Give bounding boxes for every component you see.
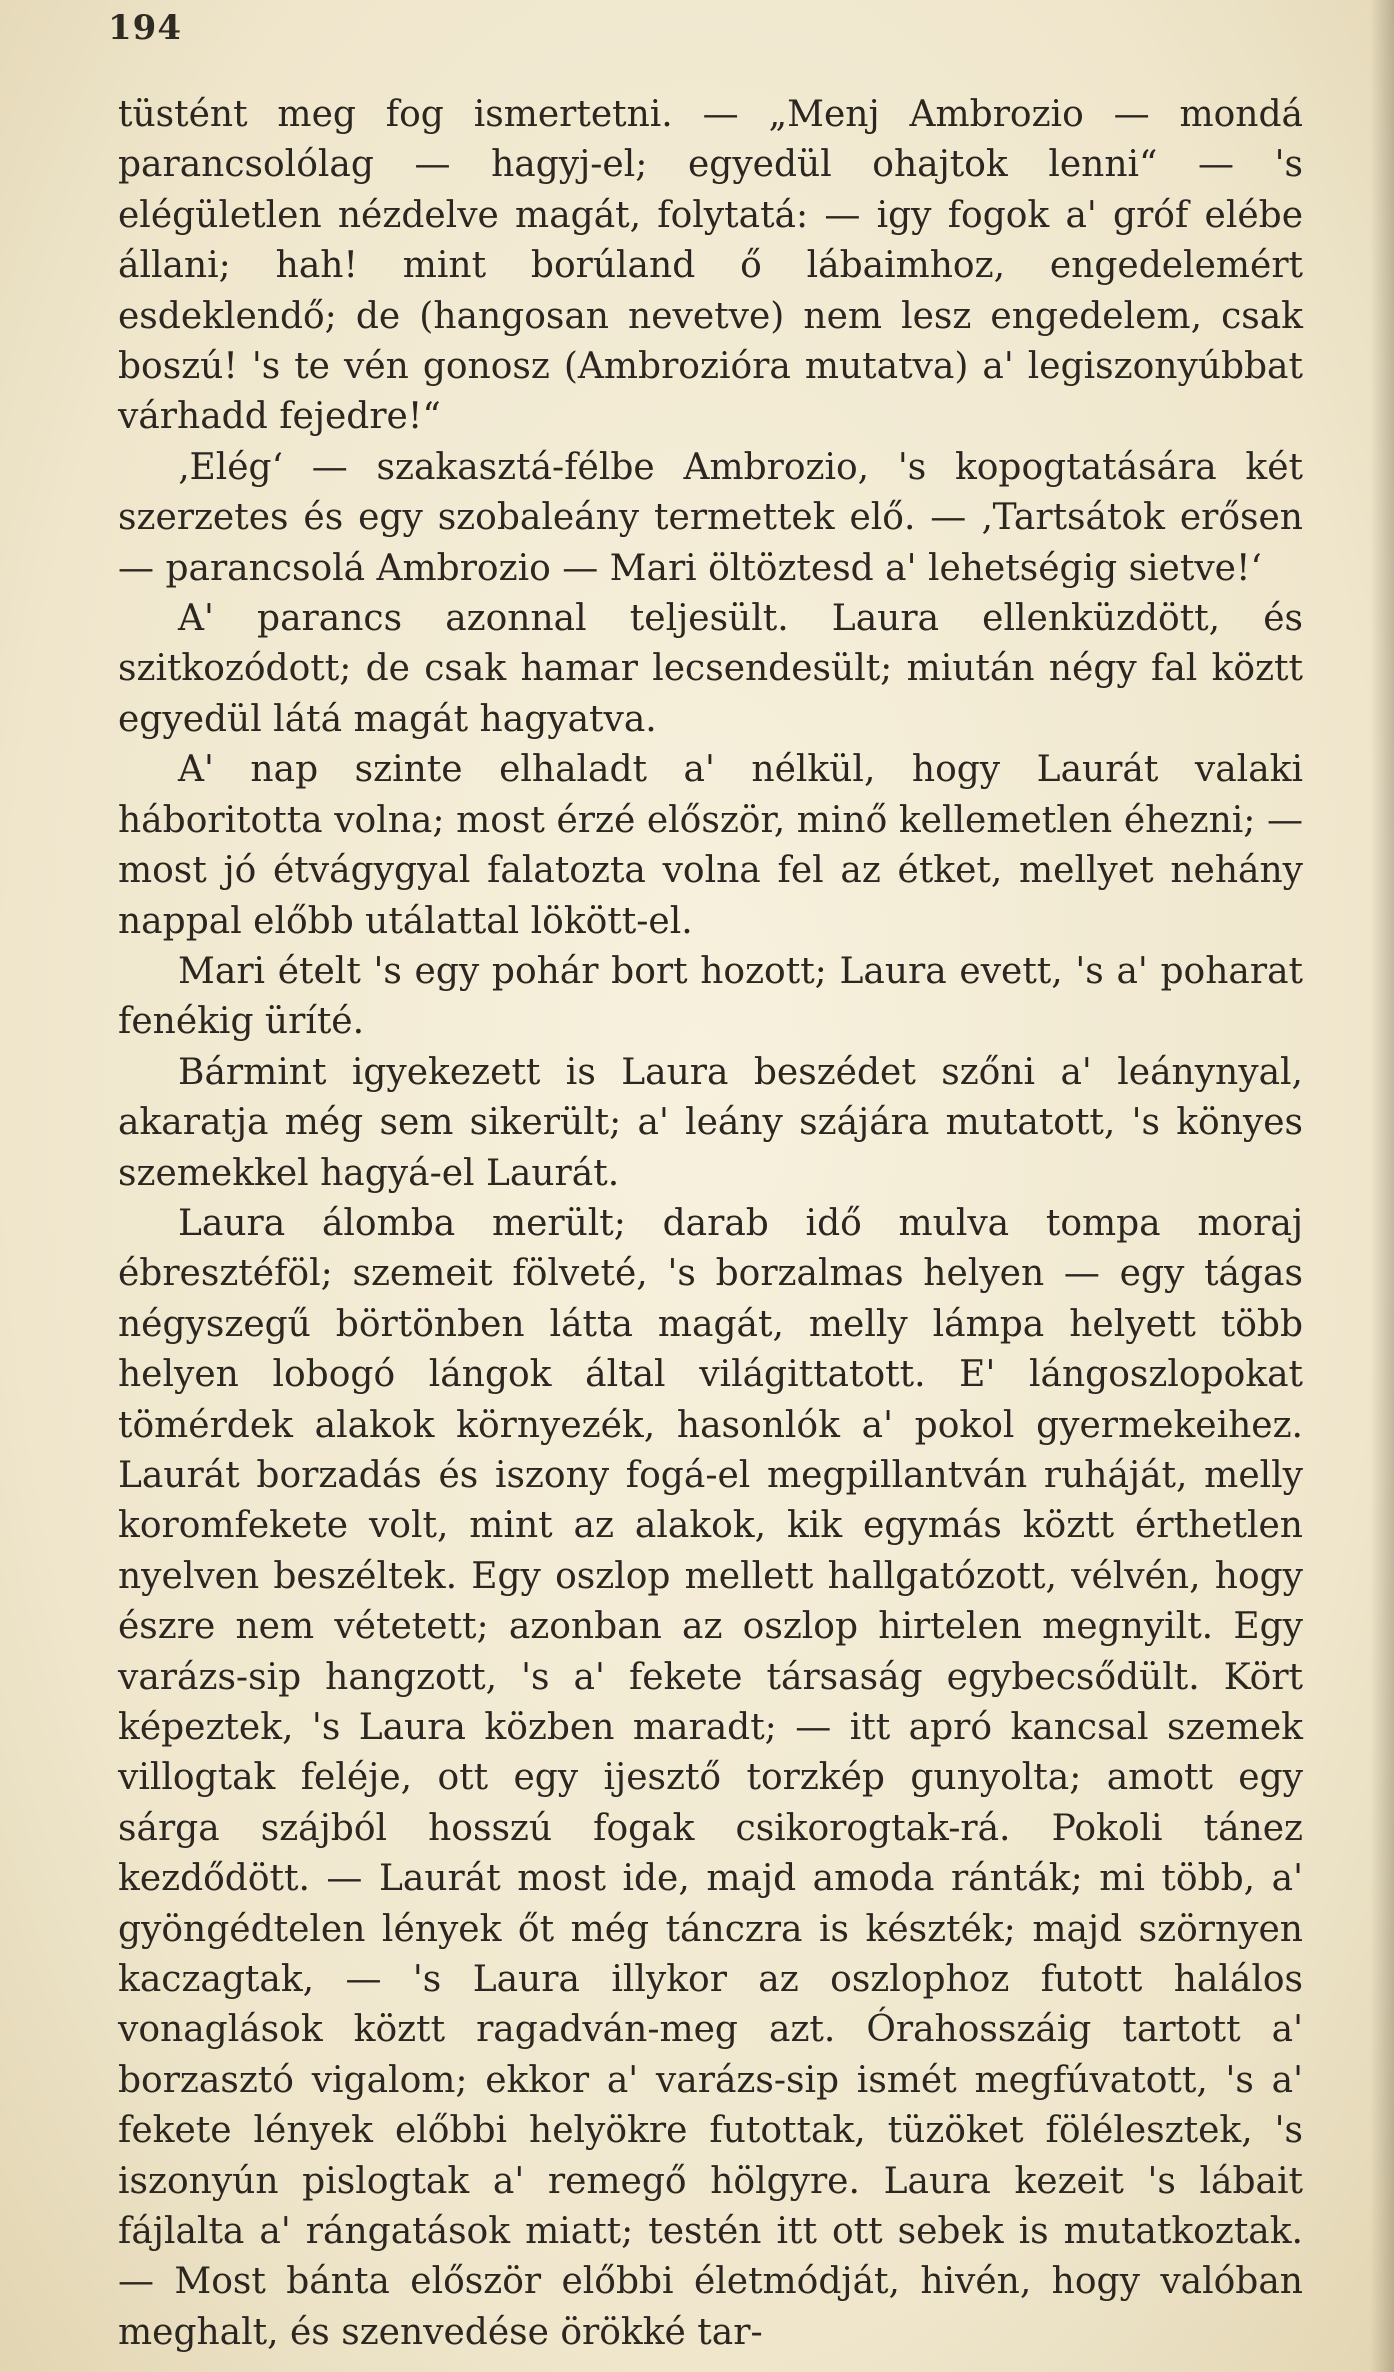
paragraph-1: tüstént meg fog ismertetni. — „Menj Ambrozio — mondá parancsolólag — hagyj-el; egyedül ohajtok lenni“ — 's elégületlen nézdelve magát, folytatá: — igy fogok a' gróf elébe állani; hah! mint borúland ő lábaimhoz, engedelemért esdeklendő; de (hangosan nevetve) nem lesz engedelem, csak boszú! 's te vén gonosz (Ambrozióra mutatva) a' legiszonyúbbat várhadd fejedre!“ — [118, 94, 1303, 438]
paragraph-3: A' parancs azonnal teljesült. Laura ellenküzdött, és szitkozódott; de csak hamar lecsendesült; miután négy fal köztt egyedül látá magát hagyatva. — [118, 598, 1303, 740]
paragraph-5: Mari ételt 's egy pohár bort hozott; Laura evett, 's a' poharat fenékig üríté. — [118, 950, 1303, 1043]
paragraph-2: ‚Elég‘ — szakasztá-félbe Ambrozio, 's kopogtatására két szerzetes és egy szobaleány termettek elő. — ‚Tartsátok erősen — parancsolá Ambrozio — Mari öltöztesd a' lehetségig sietve!‘ — [118, 446, 1303, 589]
paragraph-7: Laura álomba merült; darab idő mulva tompa moraj ébresztéföl; szemeit fölveté, 's borzalmas helyen — egy tágas négyszegű börtönben látta magát, melly lámpa helyett több helyen lobogó lángok által világittatott. E' lángoszlopokat tömérdek alakok környezék, hasonlók a' pokol gyermekeihez. Laurát borzadás és iszony fogá-el megpillantván ruháját, melly koromfekete volt, mint az alakok, kik egymás köztt érthetlen nyelven beszéltek. Egy oszlop mellett hallgatózott, vélvén, hogy észre nem vétetett; azonban az oszlop hirtelen megnyilt. Egy varázs-sip hangzott, 's a' fekete társaság egybecsődült. Kört képeztek, 's Laura közben maradt; — itt apró kancsal szemek villogtak feléje, ott egy ijesztő torzkép gunyolta; amott egy sárga szájból hosszú fogak csikorogtak-rá. Pokoli tánez kezdődött. — Laurát most ide, majd amoda ránták; mi több, a' gyöngédtelen lények őt még tánczra is készték; majd szörnyen kaczagtak, — 's Laura illykor az oszlophoz futott halálos vonaglások köztt ragadván-meg azt. Órahosszáig tartott a' borzasztó vigalom; ekkor a' varázs-sip ismét megfúvatott, 's a' fekete lények előbbi helyökre futottak, tüzöket fölélesztek, 's iszonyún pislogtak a' remegő hölgyre. Laura kezeit 's lábait fájlalta a' rángatások miatt; testén itt ott sebek is mutatkoztak. — Most bánta először előbbi életmódját, hivén, hogy valóban meghalt, és szenvedése örökké tar- — [118, 1202, 1303, 2353]
page-edge-shadow — [1370, 0, 1394, 2372]
paragraph-4: A' nap szinte elhaladt a' nélkül, hogy Laurát valaki háboritotta volna; most érzé először, minő kellemetlen éhezni; — most jó étvágygyal falatozta volna fel az étket, mellyet nehány nappal előbb utálattal lökött-el. — [118, 749, 1303, 942]
body-text — [118, 90, 1303, 2358]
page-number: 194 — [108, 8, 182, 48]
paragraph-6: Bármint igyekezett is Laura beszédet szőni a' leánynyal, akaratja még sem sikerült; a' leány szájára mutatott, 's könyes szemekkel hagyá-el Laurát. — [118, 1051, 1303, 1194]
